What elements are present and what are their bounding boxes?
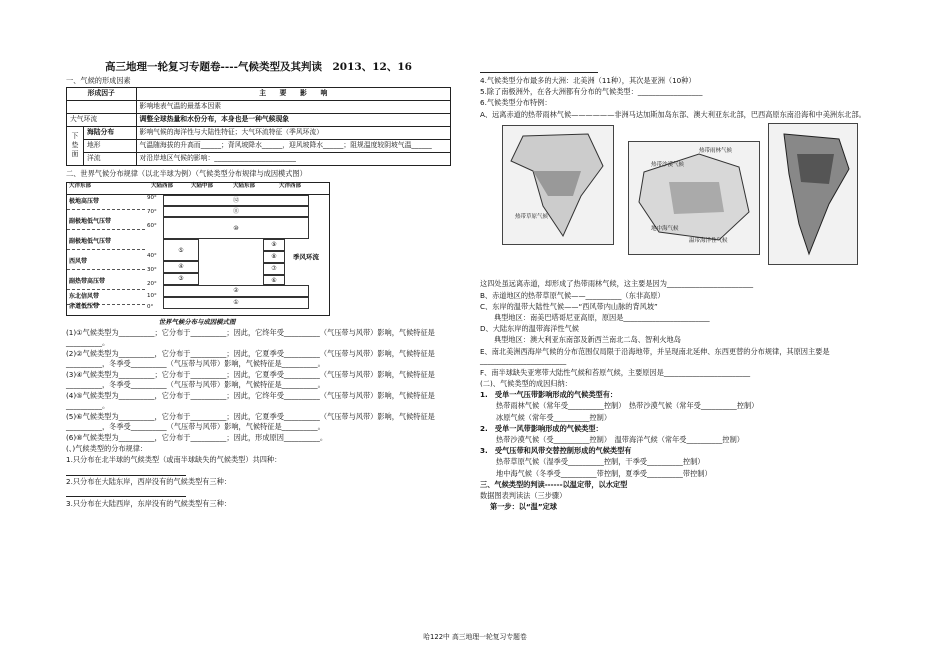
text-line: 这四处虽远离赤道，却形成了热带雨林气候，这主要是因为________________________ <box>480 279 754 289</box>
list-item: 1.只分布在北半球的气候类型（或南半球缺失的气候类型）共四种： <box>66 455 282 465</box>
left-column <box>66 60 451 510</box>
text-line: D、大陆东岸的温带海洋性气候 <box>480 324 579 334</box>
factors-table <box>66 87 451 166</box>
question: (2)②气候类型为__________，它分布于__________；因此，它夏季受__________（气压带与风带）影响，气候特征是__________，冬季受__________（气压带与风带）影响，气候特征是__________。 <box>66 349 435 368</box>
africa-map: 热带草原气候 <box>502 125 614 245</box>
section-1-heading: 一、气候的形成因素 <box>66 76 131 86</box>
text-line: 热带沙漠气候（受__________控制） 温带海洋气候（常年受__________控制） <box>496 434 744 444</box>
diagram-caption: 世界气候分布与成因模式图 <box>158 317 236 326</box>
south-america-map <box>768 123 858 265</box>
text-line: 数据图表判读法（三步骤） <box>480 491 567 501</box>
text-line: 热带雨林气候（常年受__________控制） 热带沙漠气候（常年受__________控制） <box>496 401 759 411</box>
text-line: 三、气候类型的判读------以温定带，以水定型 <box>480 479 628 489</box>
text-line: 典型地区：澳大利亚东南部及新西兰南北二岛、智利火地岛 <box>494 335 681 345</box>
question: (5)⑥气候类型为__________，它分布于__________；因此，它夏季受__________（气压带与风带）影响，气候特征是__________，冬季受__________（气压带与风带）影响，气候特征是__________。 <box>66 412 435 431</box>
text-line: 典型地区：南美巴塔哥尼亚高原，原因是________________________ <box>494 313 710 323</box>
text-line: 1. 受单一气压带影响形成的气候类型有： <box>480 390 618 400</box>
text-line: 冰原气候（常年受__________控制） <box>496 412 612 422</box>
text-line: 地中海气候（冬季受__________带控制，夏季受__________带控制） <box>496 468 712 478</box>
text-line: C、东岸的温带大陆性气候——“西风带内山脉的背风坡” <box>480 301 658 311</box>
climate-model-diagram: 大洋东部 大陆西部 大陆中部 大陆东部 大洋西部 极地高压带 副极地低气压带 副极地低气压带 西风带 副热带高压带 东北信风带 赤道低压带 90° 70° 60° 40° 30° 20° 10° 0° ⑫ ⑪ ⑩ ⑤ ④ ③ ② ① ⑨ ⑧ ⑦ ⑥ 季风环流 <box>66 182 330 316</box>
text-line: 4.气候类型分布最多的大洲：北美洲（11种），其次是亚洲（10种） <box>480 76 696 85</box>
text-line: 第一步：以“温”定球 <box>490 502 557 512</box>
table-row: 地形 气温随海拔的升高而______；背风坡降水______，迎风坡降水______；阻规温度较阴坡气温______ <box>67 139 451 152</box>
australia-map: 热带雨林气候 热带沙漠气候 地中海气候 温带海洋性气候 <box>628 141 760 255</box>
text-line: (二)、气候类型的成因归纳： <box>480 378 572 388</box>
table-row: 影响地表气温的最基本因素 <box>67 100 451 113</box>
text-line: 2. 受单一风带影响形成的气候类型： <box>480 423 603 433</box>
text-line: 6.气候类型分布特例： <box>480 98 552 108</box>
question: (6)⑧气候类型为__________，它分布于__________；因此，形成原因__________。 <box>66 432 328 442</box>
table-row: 大气环流 调整全球热量和水份分布，本身也是一种气候现象 <box>67 113 451 126</box>
section-2-heading: 二、世界气候分布规律（以北半球为例）（气候类型分布规律与成因模式图） <box>66 168 307 178</box>
question: (1)①气候类型为__________；它分布于__________；因此，它终年受__________（气压带与风带）影响，气候特征是__________。 <box>66 328 435 347</box>
list-item: 2.只分布在大陆东岸，西岸没有的气候类型有三种： <box>66 477 231 487</box>
text-line: 3. 受气压带和风带交替控制形成的气候类型有 <box>480 446 632 456</box>
right-column <box>480 60 870 513</box>
table-header-influence: 主 要 影 响 <box>136 87 450 100</box>
table-row: 洋流 对沿岸地区气候的影响：________________________ <box>67 152 451 165</box>
section-3-heading: (、)气候类型的分布规律： <box>66 444 148 454</box>
merged-cell: 下垫面 <box>67 126 84 165</box>
text-line: E、南北美洲西海岸气候的分布范围仅局限于沿海地带，并呈现南北延伸、东西更替的分布规律，其原因主要是________________________ <box>480 346 830 366</box>
monsoon-label: 季风环流 <box>293 252 319 261</box>
questions <box>66 328 451 442</box>
text-line: F、南半球缺失亚寒带大陆性气候和苔原气候，主要原因是________________________ <box>480 367 751 377</box>
table-header-factor: 形成因子 <box>67 87 137 100</box>
question: (4)⑤气候类型为__________，它分布于__________；因此，它终年受__________（气压带与风带）影响，气候特征是__________。 <box>66 391 435 410</box>
text-line: B、赤道地区的热带草原气候——__________（东非高原） <box>480 290 665 300</box>
text-line: A、远离赤道的热带雨林气候——————非洲马达加斯加岛东部、澳大利亚东北部，巴西高原东南沿海和中美洲东北部。 <box>480 109 866 119</box>
climate-maps <box>480 123 870 275</box>
text-line: 5.除了南极洲外，在各大洲都有分布的气候类型：__________________ <box>480 87 703 97</box>
table-row: 下垫面 海陆分布 影响气候的海洋性与大陆性特征；大气环流特征（季风环流） <box>67 126 451 139</box>
text-line: 热带草原气候（湿季受__________控制，干季受__________控制） <box>496 457 705 467</box>
page-footer: 哈122中 高三地理一轮复习专题卷 <box>423 633 527 641</box>
page-title: 高三地理一轮复习专题卷----气候类型及其判读 2013、12、16 <box>105 61 412 73</box>
question: (3)④气候类型为__________；它分布于__________；因此，它夏季受__________（气压带与风带）影响，气候特征是__________，冬季受__________（气压带与风带）影响，气候特征是__________。 <box>66 370 435 389</box>
list-item: 3.只分布在大陆西岸，东岸没有的气候类型有三种： <box>66 498 231 508</box>
